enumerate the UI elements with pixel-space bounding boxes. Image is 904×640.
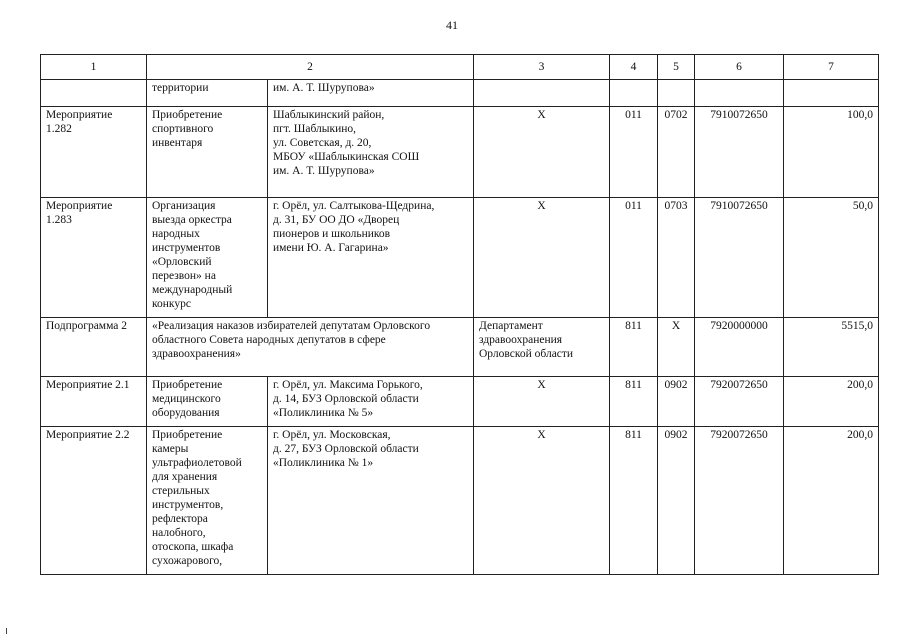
- description-cell: Организация выезда оркестра народных инструментов «Орловский перезвон» на международный конкурс: [147, 198, 268, 318]
- header-cell-1: 1: [41, 55, 147, 80]
- subprogram-description-cell: «Реализация наказов избирателей депутатам Орловского областного Совета народных депутатов в сфере здравоохранения»: [147, 318, 474, 377]
- header-cell-6: 6: [695, 55, 784, 80]
- table-row: [41, 427, 879, 575]
- scan-mark: [6, 628, 7, 634]
- code-4-cell: 011: [610, 198, 658, 318]
- address-cell: г. Орёл, ул. Салтыкова-Щедрина, д. 31, БУ ОО ДО «Дворец пионеров и школьников имени Ю. А. Гагарина»: [268, 198, 474, 318]
- event-name-cell: Мероприятие 1.283: [41, 198, 147, 318]
- code-5-cell: [658, 80, 695, 107]
- code-6-cell: 7910072650: [695, 107, 784, 198]
- department-cell: [474, 80, 610, 107]
- amount-cell: 200,0: [784, 427, 879, 575]
- table-row: [41, 80, 879, 107]
- description-cell: Приобретение камеры ультрафиолетовой для хранения стерильных инструментов, рефлектора налобного, отоскопа, шкафа сухожарового,: [147, 427, 268, 575]
- address-cell: им. А. Т. Шурупова»: [268, 80, 474, 107]
- code-6-cell: 7910072650: [695, 198, 784, 318]
- event-name-cell: [41, 80, 147, 107]
- event-name-cell: Мероприятие 2.2: [41, 427, 147, 575]
- amount-cell: 50,0: [784, 198, 879, 318]
- code-4-cell: 811: [610, 377, 658, 427]
- event-name-cell: Мероприятие 2.1: [41, 377, 147, 427]
- amount-cell: 200,0: [784, 377, 879, 427]
- department-cell: Х: [474, 427, 610, 575]
- table-row: [41, 198, 879, 318]
- table-row: [41, 377, 879, 427]
- code-6-cell: 7920000000: [695, 318, 784, 377]
- code-5-cell: 0902: [658, 427, 695, 575]
- amount-cell: 100,0: [784, 107, 879, 198]
- code-5-cell: 0703: [658, 198, 695, 318]
- code-6-cell: 7920072650: [695, 427, 784, 575]
- code-6-cell: [695, 80, 784, 107]
- address-cell: г. Орёл, ул. Московская, д. 27, БУЗ Орловской области «Поликлиника № 1»: [268, 427, 474, 575]
- department-cell: Х: [474, 377, 610, 427]
- code-4-cell: 811: [610, 318, 658, 377]
- amount-cell: 5515,0: [784, 318, 879, 377]
- table-row: [41, 318, 879, 377]
- amount-cell: [784, 80, 879, 107]
- code-4-cell: 011: [610, 107, 658, 198]
- code-4-cell: [610, 80, 658, 107]
- header-cell-4: 4: [610, 55, 658, 80]
- page-number: 41: [446, 18, 458, 32]
- address-cell: г. Орёл, ул. Максима Горького, д. 14, БУЗ Орловской области «Поликлиника № 5»: [268, 377, 474, 427]
- header-row: [41, 55, 879, 80]
- budget-table: [40, 54, 879, 575]
- table-row: [41, 107, 879, 198]
- code-4-cell: 811: [610, 427, 658, 575]
- event-name-cell: Мероприятие 1.282: [41, 107, 147, 198]
- description-cell: Приобретение медицинского оборудования: [147, 377, 268, 427]
- header-cell-3: 3: [474, 55, 610, 80]
- department-cell: Х: [474, 107, 610, 198]
- address-cell: Шаблыкинский район, пгт. Шаблыкино, ул. Советская, д. 20, МБОУ «Шаблыкинская СОШ им. А. Т. Шурупова»: [268, 107, 474, 198]
- description-cell: Приобретение спортивного инвентаря: [147, 107, 268, 198]
- code-5-cell: 0902: [658, 377, 695, 427]
- subprogram-name-cell: Подпрограмма 2: [41, 318, 147, 377]
- header-cell-7: 7: [784, 55, 879, 80]
- code-6-cell: 7920072650: [695, 377, 784, 427]
- header-cell-5: 5: [658, 55, 695, 80]
- header-cell-2: 2: [147, 55, 474, 80]
- description-cell: территории: [147, 80, 268, 107]
- department-cell: Департамент здравоохранения Орловской области: [474, 318, 610, 377]
- department-cell: Х: [474, 198, 610, 318]
- code-5-cell: Х: [658, 318, 695, 377]
- code-5-cell: 0702: [658, 107, 695, 198]
